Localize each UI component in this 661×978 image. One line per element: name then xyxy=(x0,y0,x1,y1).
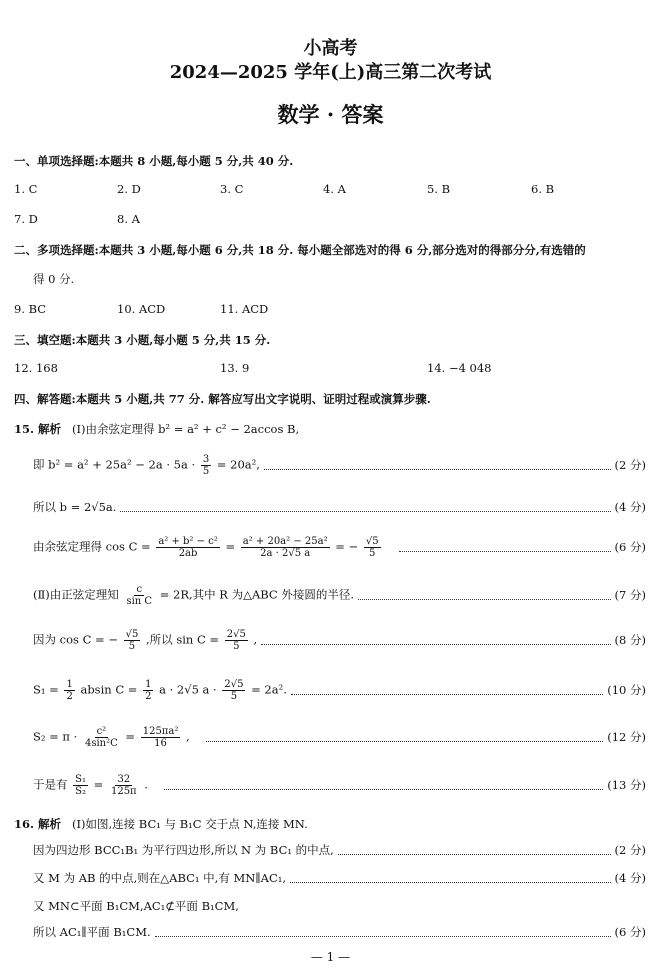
answer-11: 11. ACD xyxy=(220,302,269,316)
exam-title: 2024—2025 学年(上)高三第二次考试 xyxy=(169,62,492,83)
q15-line4: 由余弦定理得 cos C = $\frac{\text{a² + b² − c²}}{2ab}$ = $\frac{\text{a² + 20a² − 25a²}}{2a \cdot 2√5 a}$ = − $\frac{√5}{5}$ (6 分) xyxy=(33,535,646,559)
q15-l5-frac: $\frac{c}{\text{sin C}}$ xyxy=(126,583,153,607)
q15-l2-post: = 20a², xyxy=(216,457,260,471)
q16-label: 16. 解析 xyxy=(14,817,62,831)
q15-l1-text: (Ⅰ)由余弦定理得 b² = a² + c² − 2accos B, xyxy=(71,422,300,436)
q15-l7-frac2: $\frac{1}{2}$ xyxy=(145,678,152,702)
subject-title: 数学 · 答案 xyxy=(277,102,384,127)
q15-l7-score: (10 分) xyxy=(607,683,646,697)
answer-8: 8. A xyxy=(117,212,140,226)
answer-4: 4. A xyxy=(323,182,346,196)
q16-l2-score: (2 分) xyxy=(614,843,646,857)
q15-line6: 因为 cos C = − $\frac{√5}{5}$ ,所以 sin C = $\frac{2√5}{5}$ , (8 分) xyxy=(33,628,646,652)
answer-12: 12. 168 xyxy=(14,361,58,375)
q16-line1 xyxy=(14,816,308,832)
q15-l6-score: (8 分) xyxy=(614,633,646,647)
q15-l2-pre: 即 b² = a² + 25a² − 2a · 5a · xyxy=(33,457,196,471)
q16-line2: 因为四边形 BCC₁B₁ 为平行四边形,所以 N 为 BC₁ 的中点, (2 分) xyxy=(33,843,646,857)
q15-l6-frac2: $\frac{2√5}{5}$ xyxy=(226,628,246,652)
q16-l5-score: (6 分) xyxy=(614,925,646,939)
q16-line5: 所以 AC₁∥平面 B₁CM. (6 分) xyxy=(33,925,646,939)
q16-line3: 又 M 为 AB 的中点,则在△ABC₁ 中,有 MN∥AC₁, (4 分) xyxy=(33,871,646,885)
q15-l4-score: (6 分) xyxy=(614,540,646,554)
section4-heading: 四、解答题:本题共 5 小题,共 77 分. 解答应写出文字说明、证明过程或演算步骤. xyxy=(14,392,431,406)
q15-l2-frac: $\frac{3}{5}$ xyxy=(202,453,210,477)
q15-l5-pre: (Ⅱ)由正弦定理知 xyxy=(33,587,119,601)
q15-l9-frac1: $\frac{\text{S₁}}{\text{S₂}}$ xyxy=(75,773,87,797)
answer-2: 2. D xyxy=(117,182,141,196)
q15-l9-score: (13 分) xyxy=(607,778,646,792)
page-number: — 1 — xyxy=(310,950,351,964)
section3-heading: 三、填空题:本题共 3 小题,每小题 5 分,共 15 分. xyxy=(14,333,271,347)
q15-l5-post: = 2R,其中 R 为△ABC 外接圆的半径. xyxy=(159,587,355,601)
q15-l3-score: (4 分) xyxy=(614,500,646,514)
q15-line3 xyxy=(33,497,646,517)
q15-line8: S₂ = π · $\frac{\text{c²}}{\text{4sin²C}}$ = $\frac{\text{125πa²}}{16}$ , (12 分) xyxy=(33,725,646,749)
q15-line7: S₁ = $\frac{1}{2}$ absin C = $\frac{1}{2}$ a · 2√5 a · $\frac{2√5}{5}$ = 2a². (10 分) xyxy=(33,678,646,702)
answer-14: 14. −4 048 xyxy=(427,361,492,375)
q15-l6-frac1: $\frac{√5}{5}$ xyxy=(125,628,139,652)
answer-1: 1. C xyxy=(14,182,38,196)
q15-l7-frac3: $\frac{2√5}{5}$ xyxy=(224,678,244,702)
q15-label: 15. 解析 xyxy=(14,422,62,436)
q15-l4-pre: 由余弦定理得 cos C = xyxy=(33,539,151,553)
answer-7: 7. D xyxy=(14,212,38,226)
q15-l2-score: (2 分) xyxy=(614,458,646,472)
q15-l8-frac1: $\frac{\text{c²}}{\text{4sin²C}}$ xyxy=(84,725,118,749)
brand-title: 小高考 xyxy=(303,38,358,59)
answer-5: 5. B xyxy=(427,182,451,196)
section2-heading-cont: 得 0 分. xyxy=(33,272,75,286)
answer-10: 10. ACD xyxy=(117,302,166,316)
q16-l1-text: (Ⅰ)如图,连接 BC₁ 与 B₁C 交于点 N,连接 MN. xyxy=(71,817,308,831)
q15-l8-frac2: $\frac{\text{125πa²}}{16}$ xyxy=(142,725,179,749)
q15-l9-frac2: $\frac{32}{125\pi}$ xyxy=(110,773,137,797)
answer-6: 6. B xyxy=(531,182,555,196)
q16-l3-score: (4 分) xyxy=(614,871,646,885)
q15-l4-frac1: $\frac{\text{a² + b² − c²}}{2ab}$ xyxy=(158,535,218,559)
q15-line2 xyxy=(33,455,646,475)
q16-line4: 又 MN⊂平面 B₁CM,AC₁⊄平面 B₁CM, xyxy=(33,899,239,913)
answer-9: 9. BC xyxy=(14,302,47,316)
q15-l5-score: (7 分) xyxy=(614,588,646,602)
q15-l8-score: (12 分) xyxy=(607,730,646,744)
q15-line5 xyxy=(33,585,646,605)
q15-l4-frac3: $\frac{√5}{5}$ xyxy=(365,535,379,559)
q15-l7-frac1: $\frac{1}{2}$ xyxy=(66,678,73,702)
section1-heading: 一、单项选择题:本题共 8 小题,每小题 5 分,共 40 分. xyxy=(14,154,294,168)
q15-l4-frac2: $\frac{\text{a² + 20a² − 25a²}}{2a \cdot 2√5 a}$ xyxy=(242,535,328,559)
answer-13: 13. 9 xyxy=(220,361,250,375)
answer-3: 3. C xyxy=(220,182,244,196)
q15-line1 xyxy=(14,421,299,437)
q15-l3-text: 所以 b = 2√5a. xyxy=(33,500,117,514)
section2-heading: 二、多项选择题:本题共 3 小题,每小题 6 分,共 18 分. 每小题全部选对的得 6 分,部分选对的得部分分,有选错的 xyxy=(14,243,586,257)
q15-line9: 于是有 $\frac{\text{S₁}}{\text{S₂}}$ = $\frac{32}{125\pi}$ . (13 分) xyxy=(33,773,646,797)
